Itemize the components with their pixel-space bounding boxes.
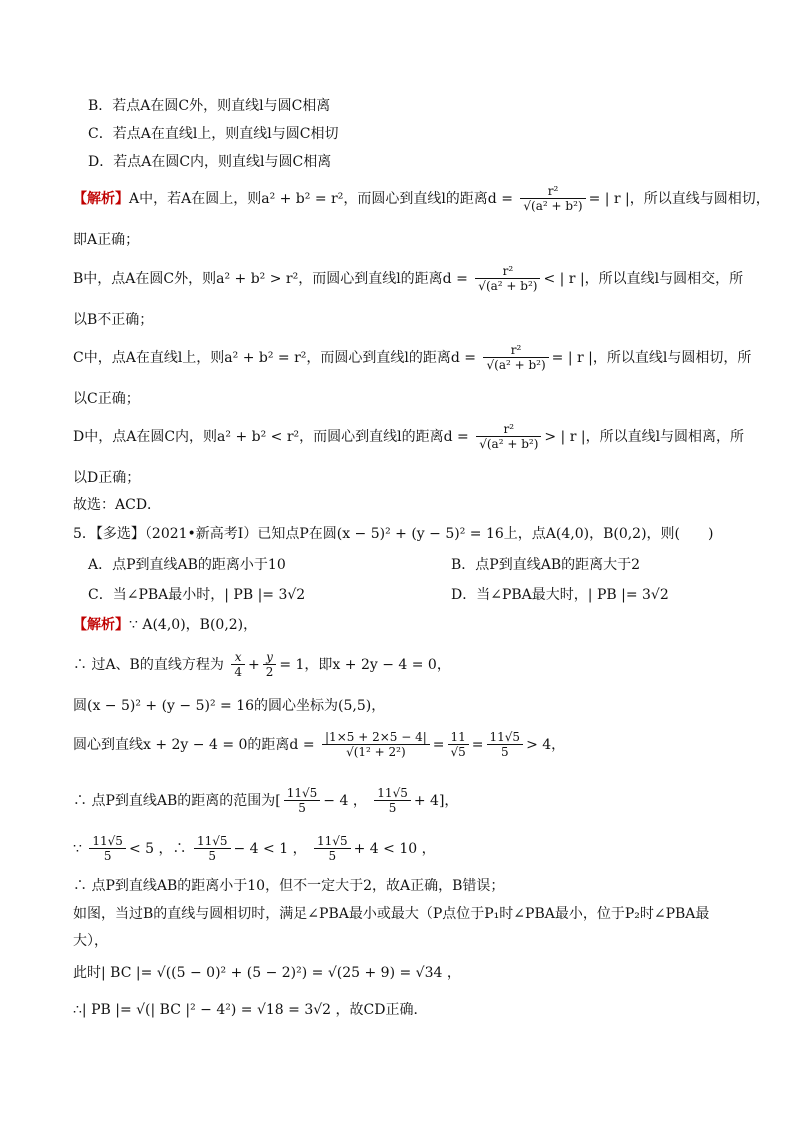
q4-analysis-b: B中，点A在圆C外，则a² + b² > r²，而圆心到直线l的距离d = $\frac{\text{r²}}{\text{√(a² + b²)}}$ < | r |，所以直线l与圆相交，所: [73, 264, 744, 293]
q4-analysis-a: 【解析】A中，若A在圆上，则a² + b² = r²，而圆心到直线l的距离d = $\frac{\text{r²}}{\text{√(a² + b²)}}$ = | r |，所以直线与圆相切，: [73, 184, 770, 213]
q5-options-row1: [88, 555, 788, 575]
fraction: $\frac{11√5}{5}$: [374, 786, 411, 816]
q5-analysis-8: 如图，当过B的直线与圆相切时，满足∠PBA最小或最大（P点位于P₁时∠PBA最小，位于P₂时∠PBA最: [73, 906, 710, 922]
fraction: $\frac{11√5}{5}$: [314, 834, 351, 864]
q4-answer: 故选：ACD．: [73, 497, 162, 513]
q5-analysis-2: ∴ 过A、B的直线方程为 $\frac{x}{4}$ + $\frac{y}{2}$ = 1，即x + 2y − 4 = 0，: [73, 650, 451, 679]
q5-option-b: B．点P到直线AB的距离大于2: [451, 557, 641, 573]
fraction: $\frac{11√5}{5}$: [194, 834, 231, 864]
fraction: $\frac{x}{4}$: [231, 650, 245, 680]
analysis-tag: 【解析】: [73, 617, 129, 633]
q4-analysis-a-cont: 即A正确；: [73, 232, 140, 248]
q5-option-a: A．点P到直线AB的距离小于10: [88, 557, 286, 573]
q5-stem: 5．【多选】（2021•新高考Ⅰ）已知点P在圆(x − 5)² + (y − 5)² = 16上，点A(4,0)，B(0,2)，则( ): [73, 526, 714, 542]
q4-option-d: D．若点A在圆C内，则直线l与圆C相离: [88, 154, 332, 170]
fraction: $\frac{|1\times 5 + 2\times 5 - 4|}{\text{√(1² + 2²)}}$: [322, 730, 430, 760]
q5-analysis-5: ∴ 点P到直线AB的距离的范围为[ $\frac{11√5}{5}$ − 4 ， $\frac{11√5}{5}$ + 4]，: [73, 786, 459, 815]
q4-analysis-c: C中，点A在直线l上，则a² + b² = r²，而圆心到直线l的距离d = $\frac{\text{r²}}{\text{√(a² + b²)}}$ = | r |，所以直线l与圆相切，所: [73, 343, 752, 372]
fraction: $\frac{\text{r²}}{\text{√(a² + b²)}}$: [483, 343, 548, 373]
q4-analysis-c-cont: 以C正确；: [73, 391, 140, 407]
fraction: $\frac{\text{r²}}{\text{√(a² + b²)}}$: [475, 264, 540, 294]
fraction: $\frac{y}{2}$: [263, 650, 277, 680]
q5-analysis-11: ∴| PB |= √(| BC |² − 4²) = √18 = 3√2 ，故CD正确．: [73, 1002, 428, 1018]
q4-option-b: B．若点A在圆C外，则直线l与圆C相离: [88, 98, 331, 114]
fraction: $\frac{\text{r²}}{\text{√(a² + b²)}}$: [520, 184, 585, 214]
q5-option-c: C．当∠PBA最小时，| PB |= 3√2: [88, 587, 306, 603]
fraction: $\frac{11}{√5}$: [448, 730, 469, 760]
fraction: $\frac{\text{r²}}{\text{√(a² + b²)}}$: [476, 422, 541, 452]
q5-analysis-9: 大），: [73, 933, 108, 949]
q5-analysis-3: 圆(x − 5)² + (y − 5)² = 16的圆心坐标为(5,5)，: [73, 698, 386, 714]
q5-analysis-4: 圆心到直线x + 2y − 4 = 0的距离d = $\frac{|1\times 5 + 2\times 5 - 4|}{\text{√(1² + 2²)}}$ = $\frac{11}{√5}$ = $\frac{11√5}{5}$ > 4，: [73, 730, 566, 759]
fraction: $\frac{11√5}{5}$: [487, 730, 524, 760]
fraction: $\frac{11√5}{5}$: [284, 786, 321, 816]
q4-option-c: C．若点A在直线l上，则直线l与圆C相切: [88, 126, 339, 142]
q5-analysis-1: 【解析】∵ A(4,0)，B(0,2)，: [73, 617, 258, 633]
q4-analysis-b-cont: 以B不正确；: [73, 312, 154, 328]
fraction: $\frac{11√5}{5}$: [89, 834, 126, 864]
q4-analysis-d-cont: 以D正确；: [73, 470, 141, 486]
q5-analysis-7: ∴ 点P到直线AB的距离小于10，但不一定大于2，故A正确，B错误；: [73, 878, 505, 894]
analysis-tag: 【解析】: [73, 191, 129, 207]
q4-analysis-d: D中，点A在圆C内，则a² + b² < r²，而圆心到直线l的距离d = $\frac{\text{r²}}{\text{√(a² + b²)}}$ > | r |，所以直线l与圆相离，所: [73, 422, 745, 451]
q5-option-d: D．当∠PBA最大时，| PB |= 3√2: [451, 587, 669, 603]
q5-analysis-6: ∵ $\frac{11√5}{5}$ < 5 ，∴ $\frac{11√5}{5}$ − 4 < 1 ， $\frac{11√5}{5}$ + 4 < 10 ，: [73, 834, 436, 863]
q5-options-row2: [88, 585, 788, 605]
q5-analysis-10: 此时| BC |= √((5 − 0)² + (5 − 2)²) = √(25 + 9) = √34 ，: [73, 965, 461, 981]
